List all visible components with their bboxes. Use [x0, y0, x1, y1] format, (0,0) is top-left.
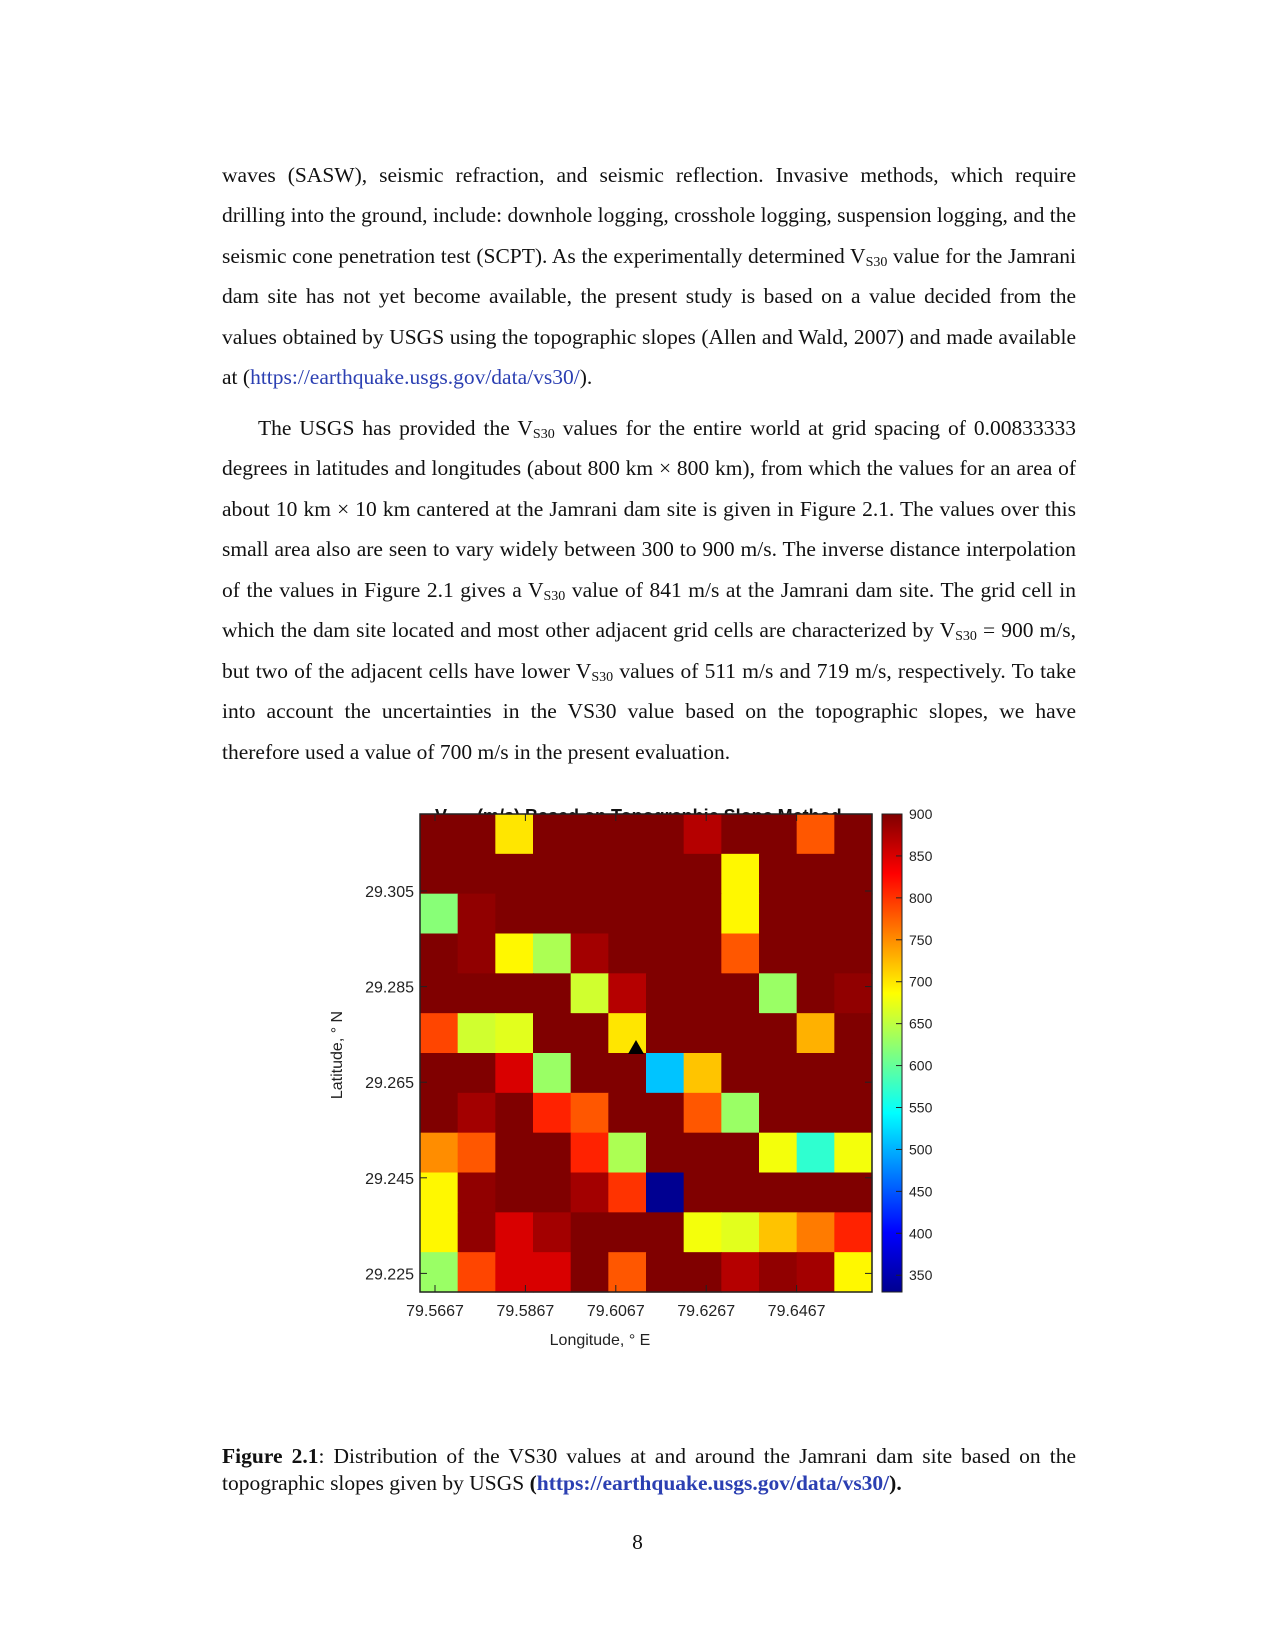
heatmap-cell [495, 973, 533, 1013]
x-tick-label: 79.6067 [586, 1303, 645, 1320]
heatmap-cell [646, 1013, 684, 1053]
heatmap-cell [420, 1013, 458, 1053]
colorbar-tick-label: 350 [909, 1267, 933, 1284]
heatmap-cell [759, 1173, 797, 1213]
heatmap-cell [458, 1013, 496, 1053]
heatmap-cell [571, 814, 609, 854]
x-tick-label: 79.5867 [496, 1303, 555, 1320]
colorbar-tick-label: 750 [909, 931, 933, 948]
heatmap-cell [834, 1053, 872, 1093]
heatmap-cell [420, 1252, 458, 1292]
heatmap-cell [458, 894, 496, 934]
heatmap-cell [684, 1133, 722, 1173]
colorbar-tick-label: 550 [909, 1099, 933, 1116]
heatmap-cell [420, 973, 458, 1013]
y-tick-label: 29.225 [365, 1266, 414, 1284]
heatmap-cell [571, 894, 609, 934]
heatmap-cell [533, 1252, 571, 1292]
vs30-symbol: $V_{S30}$ [527, 577, 566, 604]
heatmap-cell [797, 1252, 835, 1292]
heatmap-cell [646, 1053, 684, 1093]
heatmap-cell [721, 1093, 759, 1133]
heatmap-cell [533, 1212, 571, 1252]
heatmap-cell [759, 1252, 797, 1292]
heatmap-cell [684, 973, 722, 1013]
heatmap-cell [608, 1053, 646, 1093]
paragraph-1-mid: value for the Jamrani dam site has not yet become available, the present study is based on a value decided from the values obtained by USGS using the topographic slopes (Allen and Wald, 2007) and made available at ( [222, 243, 1077, 389]
colorbar-tick-label: 850 [909, 847, 933, 864]
heatmap-cell [533, 814, 571, 854]
heatmap-cell [797, 1093, 835, 1133]
heatmap-cell [834, 1013, 872, 1053]
x-axis-label: Longitude, ° E [549, 1332, 651, 1349]
heatmap-cell [834, 894, 872, 934]
heatmap-cell [608, 934, 646, 974]
heatmap-cell [495, 814, 533, 854]
heatmap-cell [684, 1252, 722, 1292]
heatmap-cell [533, 1173, 571, 1213]
vs30-heatmap-figure [320, 805, 960, 1405]
heatmap-cell [834, 973, 872, 1013]
heatmap-cell [571, 973, 609, 1013]
colorbar-tick-label: 500 [909, 1141, 933, 1158]
heatmap-cell [797, 1013, 835, 1053]
heatmap-cell [646, 973, 684, 1013]
x-tick-label: 79.6467 [767, 1303, 826, 1320]
heatmap-cell [458, 814, 496, 854]
heatmap-cell [495, 1053, 533, 1093]
heatmap-cell [684, 1212, 722, 1252]
vs30-symbol: $V_{S30}$ [939, 618, 977, 644]
heatmap-cell [834, 1212, 872, 1252]
heatmap-cell [797, 814, 835, 854]
heatmap-cell [571, 1252, 609, 1292]
heatmap-cell [834, 854, 872, 894]
heatmap-cell [759, 1053, 797, 1093]
heatmap-cell [571, 1053, 609, 1093]
heatmap-cell [571, 854, 609, 894]
heatmap-cell [759, 934, 797, 974]
heatmap-cell [533, 1053, 571, 1093]
heatmap-cell [571, 1212, 609, 1252]
heatmap-cell [834, 1133, 872, 1173]
heatmap-cell [684, 1013, 722, 1053]
heatmap-cell [684, 1093, 722, 1133]
heatmap-cell [533, 854, 571, 894]
heatmap-cell [533, 1133, 571, 1173]
heatmap-cell [721, 1053, 759, 1093]
heatmap-cell [495, 1252, 533, 1292]
heatmap-cell [420, 934, 458, 974]
heatmap-cell [721, 934, 759, 974]
heatmap-cell [797, 934, 835, 974]
heatmap-cell [646, 1093, 684, 1133]
heatmap-cell [608, 894, 646, 934]
colorbar-tick-label: 800 [909, 889, 933, 906]
heatmap-cell [759, 1212, 797, 1252]
heatmap-cell [646, 1252, 684, 1292]
heatmap-cell [797, 1173, 835, 1213]
heatmap-cell [495, 1013, 533, 1053]
figure-caption: Figure 2.1: Distribution of the VS30 values at and around the Jamrani dam site based on the topographic slopes given by USGS (https://earthquake.usgs.gov/data/vs30/). [222, 1443, 1076, 1495]
heatmap-cell [608, 1133, 646, 1173]
heatmap-cell [646, 934, 684, 974]
y-tick-label: 29.265 [365, 1075, 414, 1093]
heatmap-cell [571, 934, 609, 974]
heatmap-cell [420, 1053, 458, 1093]
colorbar-tick-label: 700 [909, 973, 933, 990]
heatmap-cell [608, 1173, 646, 1213]
heatmap-cell [646, 854, 684, 894]
heatmap-cell [797, 1212, 835, 1252]
heatmap-cell [458, 1173, 496, 1213]
heatmap-cell [608, 1093, 646, 1133]
heatmap-cell [684, 934, 722, 974]
heatmap-cell [458, 1093, 496, 1133]
heatmap-cell [646, 1133, 684, 1173]
heatmap-cell [608, 1212, 646, 1252]
heatmap-cell [721, 1252, 759, 1292]
vs30-symbol: $V_{S30}$ [517, 415, 555, 442]
heatmap-cell [495, 1093, 533, 1133]
heatmap-cell [608, 1013, 646, 1053]
paragraph-2: The USGS has provided the $V_{S30}$ values for the entire world at grid spacing of 0.00833333 degrees in latitudes and longitudes (about 800 km × 800 km), from which the values for an area of about 10 km × 10 km cantered at the Jamrani dam site is given in Figure 2.1. The values over this small area also are seen to vary widely between 300 to 900 m/s. The inverse distance interpolation of the values in Figure 2.1 gives a $V_{S30}$ value of 841 m/s at the Jamrani dam site. The grid cell in which the dam site located and most other adjacent grid cells are characterized by $V_{S30} = 900$ m/s, but two of the adjacent cells have lower $V_{S30}$ values of 511 m/s and 719 m/s, respectively. To take into account the uncertainties in the VS30 value based on the topographic slopes, we have therefore used a value of 700 m/s in the present evaluation. [222, 415, 1077, 764]
heatmap-cell [420, 1212, 458, 1252]
heatmap-cell [721, 894, 759, 934]
heatmap-cell [495, 1133, 533, 1173]
x-tick-label: 79.6267 [677, 1303, 736, 1320]
heatmap-cell [834, 1252, 872, 1292]
colorbar-tick-label: 600 [909, 1057, 933, 1074]
heatmap-cell [420, 814, 458, 854]
heatmap-cell [458, 1252, 496, 1292]
colorbar-tick-label: 650 [909, 1015, 933, 1032]
heatmap-cell [721, 1212, 759, 1252]
heatmap-cell [571, 1093, 609, 1133]
heatmap-cell [759, 1013, 797, 1053]
page-number: 8 [632, 1530, 643, 1554]
heatmap-cell [759, 814, 797, 854]
heatmap-cell [571, 1173, 609, 1213]
heatmap-cell [533, 934, 571, 974]
heatmap-cell [458, 934, 496, 974]
paragraph-1-lead: waves (SASW), seismic refraction, and seismic reflection. Invasive methods, which require drilling into the ground, include: downhole logging, crosshole logging, suspension logging, and the seismic cone penetration test (SCPT). As the experimentally determined [222, 162, 1076, 268]
heatmap-cell [608, 854, 646, 894]
heatmap-cell [533, 894, 571, 934]
heatmap-cell [797, 894, 835, 934]
heatmap-cell [684, 1173, 722, 1213]
heatmap-cell [608, 973, 646, 1013]
heatmap-cell [759, 1093, 797, 1133]
heatmap-cell [458, 1133, 496, 1173]
heatmap-cell [684, 1053, 722, 1093]
heatmap-cell [834, 1173, 872, 1213]
heatmap-cell [420, 1173, 458, 1213]
heatmap-cell [721, 1173, 759, 1213]
heatmap-cell [721, 973, 759, 1013]
heatmap-cell [495, 1173, 533, 1213]
heatmap-cell [721, 814, 759, 854]
heatmap-cell [420, 854, 458, 894]
heatmap-cell [495, 894, 533, 934]
usgs-link[interactable]: https://earthquake.usgs.gov/data/vs30/ [250, 365, 580, 389]
y-tick-label: 29.285 [365, 979, 414, 997]
caption-label: Figure 2.1 [222, 1443, 319, 1468]
heatmap-cell [797, 1133, 835, 1173]
heatmap-cell [684, 814, 722, 854]
heatmap-cell [420, 1133, 458, 1173]
heatmap-cell [533, 1093, 571, 1133]
heatmap-cell [458, 1053, 496, 1093]
x-tick-label: 79.5667 [406, 1303, 464, 1320]
heatmap-cell [533, 1013, 571, 1053]
heatmap-cell [646, 814, 684, 854]
heatmap-cell [495, 1212, 533, 1252]
heatmap-cell [646, 894, 684, 934]
heatmap-cell [458, 973, 496, 1013]
heatmap-cell [759, 894, 797, 934]
heatmap-cell [571, 1013, 609, 1053]
heatmap-cell [759, 854, 797, 894]
heatmap-cell [684, 894, 722, 934]
heatmap-cell [420, 894, 458, 934]
heatmap-cell [759, 973, 797, 1013]
heatmap-cell [533, 973, 571, 1013]
heatmap-cell [495, 934, 533, 974]
heatmap-cell [797, 854, 835, 894]
paragraph-1: waves (SASW), seismic refraction, and seismic reflection. Invasive methods, which require drilling into the ground, include: downhole logging, crosshole logging, suspension logging, and the seismic cone penetration test (SCPT). As the experimentally determined $V_{S30}$ value for the Jamrani dam site has not yet become available, the present study is based on a value decided from the values obtained by USGS using the topographic slopes (Allen and Wald, 2007) and made available at (https://earthquake.usgs.gov/data/vs30/). [222, 162, 1077, 389]
heatmap-cell [721, 854, 759, 894]
y-tick-label: 29.305 [365, 884, 414, 901]
heatmap-cell [420, 1093, 458, 1133]
colorbar-tick-label: 400 [909, 1225, 933, 1242]
colorbar [882, 814, 902, 1292]
heatmap-cell [684, 854, 722, 894]
heatmap-cell [721, 1133, 759, 1173]
heatmap-cell [458, 854, 496, 894]
caption-link[interactable]: https://earthquake.usgs.gov/data/vs30/ [536, 1470, 890, 1495]
heatmap-cell [608, 1252, 646, 1292]
heatmap-cell [834, 814, 872, 854]
colorbar-tick-label: 900 [909, 806, 933, 822]
heatmap-cell [646, 1173, 684, 1213]
heatmap-cells [420, 814, 873, 1293]
heatmap-cell [834, 934, 872, 974]
heatmap-cell [571, 1133, 609, 1173]
vs30-symbol: $V_{S30}$ [575, 658, 614, 685]
colorbar-tick-label: 450 [909, 1183, 933, 1200]
heatmap-cell [646, 1212, 684, 1252]
vs30-symbol: $V_{S30}$ [850, 243, 888, 270]
heatmap-cell [834, 1093, 872, 1133]
y-axis-label: Latitude, ° N [329, 1010, 346, 1100]
heatmap-cell [495, 854, 533, 894]
heatmap-cell [797, 973, 835, 1013]
heatmap-cell [721, 1013, 759, 1053]
heatmap-cell [759, 1133, 797, 1173]
heatmap-cell [458, 1212, 496, 1252]
y-tick-label: 29.245 [365, 1170, 414, 1188]
heatmap-cell [797, 1053, 835, 1093]
heatmap-cell [608, 814, 646, 854]
